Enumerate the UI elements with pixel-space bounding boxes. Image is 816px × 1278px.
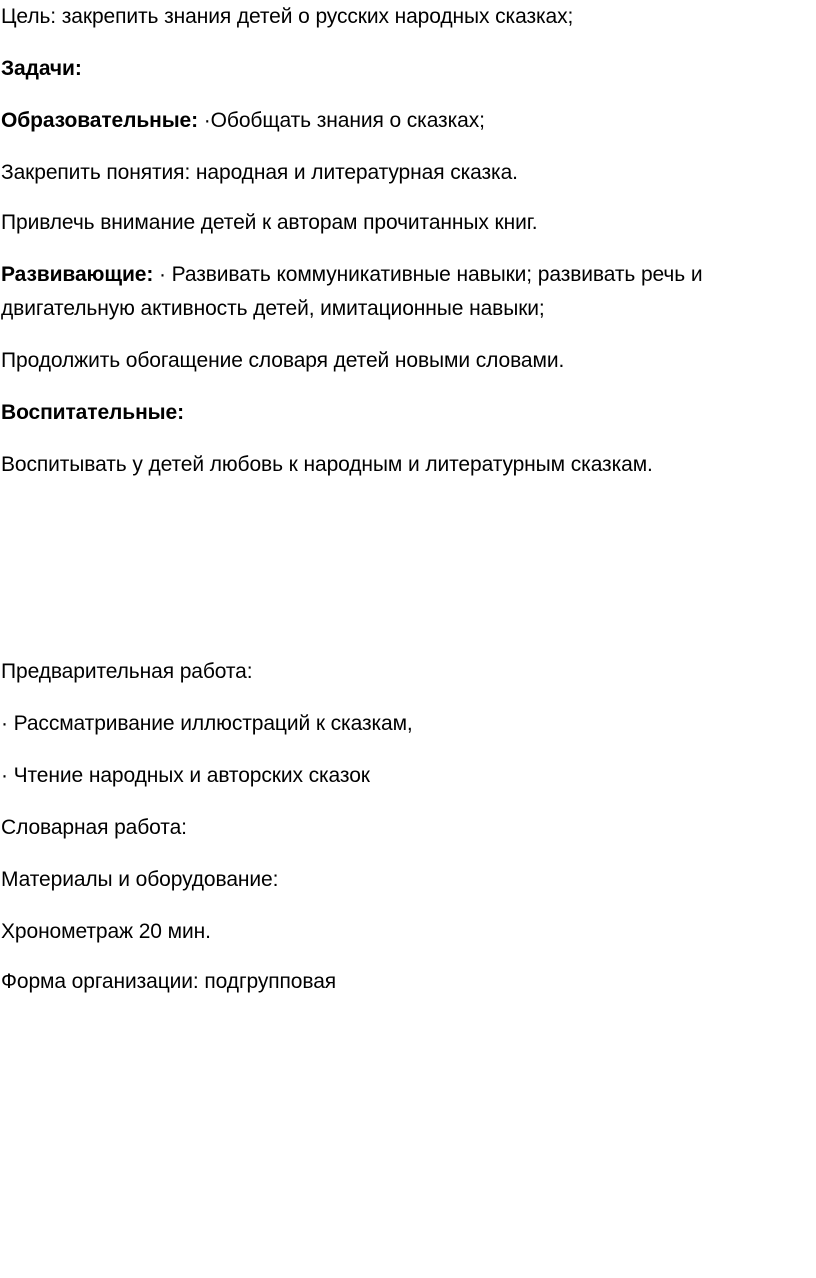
upbringing-item: Воспитывать у детей любовь к народным и литературным сказкам.	[1, 453, 653, 476]
tasks-heading: Задачи:	[1, 57, 82, 80]
developmental-text: · Развивать коммуникативные навыки; развивать речь и	[153, 263, 703, 286]
materials-line: Материалы и оборудование:	[1, 868, 279, 891]
preliminary-item-1: · Рассматривание иллюстраций к сказкам,	[1, 712, 413, 735]
developmental-continuation: двигательную активность детей, имитационные навыки;	[1, 297, 545, 320]
preliminary-work-heading: Предварительная работа:	[1, 660, 253, 683]
vocabulary-work: Словарная работа:	[1, 816, 187, 839]
developmental-line	[1, 263, 702, 287]
educational-item-3: Привлечь внимание детей к авторам прочитанных книг.	[1, 211, 538, 234]
preliminary-item-2: · Чтение народных и авторских сказок	[1, 764, 370, 787]
educational-item-2: Закрепить понятия: народная и литературная сказка.	[1, 161, 518, 184]
developmental-label: Развивающие:	[1, 263, 154, 286]
upbringing-heading: Воспитательные:	[1, 401, 184, 424]
developmental-item-2: Продолжить обогащение словаря детей новыми словами.	[1, 349, 565, 372]
goal-line: Цель: закрепить знания детей о русских народных сказках;	[1, 5, 574, 28]
timing-line: Хронометраж 20 мин.	[1, 920, 211, 943]
educational-line	[1, 109, 485, 133]
organization-form-line: Форма организации: подгрупповая	[1, 970, 337, 993]
educational-label: Образовательные:	[1, 109, 199, 132]
educational-text: ·Обобщать знания о сказках;	[198, 109, 485, 132]
